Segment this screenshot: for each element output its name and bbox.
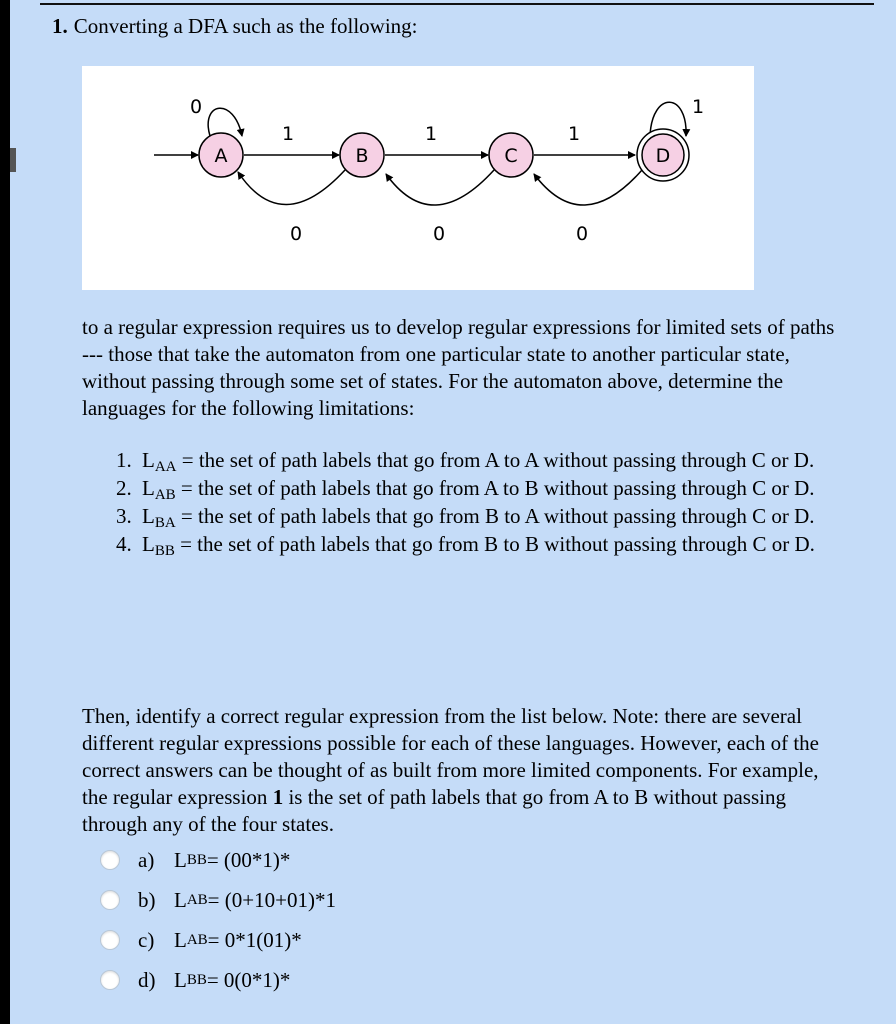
forward-label-cd: 1 — [567, 123, 581, 145]
dfa-diagram — [82, 66, 754, 290]
limitation-text: = the set of path labels that go from A to A without passing through C or D. — [176, 448, 815, 472]
back-label-ba: 0 — [289, 223, 303, 245]
instructions-paragraph — [82, 703, 842, 838]
back-label-cb: 0 — [432, 223, 446, 245]
language-subscript: AA — [154, 459, 177, 475]
limitation-text: = the set of path labels that go from B to A without passing through C or D. — [175, 504, 815, 528]
edge-c-b — [386, 170, 494, 205]
item-number: 3. — [116, 504, 132, 528]
radio-button[interactable] — [100, 890, 120, 910]
option-expression: = 0*1(01)* — [207, 927, 302, 952]
language-symbol: L — [142, 504, 155, 528]
option-letter: c) — [138, 927, 155, 952]
option-a[interactable]: a) L BB = (00*1)* — [100, 840, 336, 880]
radio-button[interactable] — [100, 970, 120, 990]
state-label-b: B — [355, 145, 369, 167]
language-symbol: L — [142, 532, 155, 556]
option-expression: = (00*1)* — [206, 847, 291, 872]
option-expression: = 0(0*1)* — [206, 967, 291, 992]
limitation-item — [116, 501, 846, 531]
top-rule — [40, 3, 874, 5]
option-symbol: L — [174, 967, 187, 992]
item-number: 2. — [116, 476, 132, 500]
edge-b-a — [238, 170, 345, 205]
option-b[interactable]: b) L AB = (0+10+01)*1 — [100, 880, 336, 920]
limitations-list — [116, 445, 846, 557]
language-subscript: BA — [154, 515, 176, 531]
question-number: 1. — [52, 14, 68, 38]
option-letter: d) — [138, 967, 156, 992]
item-number: 1. — [116, 448, 132, 472]
forward-label-ab: 1 — [281, 123, 295, 145]
option-letter: b) — [138, 887, 156, 912]
option-c[interactable]: c) L AB = 0*1(01)* — [100, 920, 336, 960]
language-subscript: BB — [154, 543, 175, 559]
limitation-text: = the set of path labels that go from B to B without passing through C or D. — [174, 532, 815, 556]
question-heading — [52, 14, 418, 39]
option-letter: a) — [138, 847, 155, 872]
limitation-item — [116, 529, 846, 559]
loop-label-a: 0 — [189, 96, 203, 118]
radio-button[interactable] — [100, 930, 120, 950]
state-label-a: A — [214, 145, 228, 167]
instructions-bold: 1 — [272, 785, 284, 809]
option-symbol: L — [174, 887, 187, 912]
language-symbol: L — [142, 476, 155, 500]
radio-button[interactable] — [100, 850, 120, 870]
answer-options — [100, 840, 336, 1000]
limitation-text: = the set of path labels that go from A to B without passing through C or D. — [175, 476, 815, 500]
limitation-item — [116, 445, 846, 475]
language-symbol: L — [142, 448, 155, 472]
instructions-text-end: is the set of path labels that go from A to B without passing through any of the four states. — [82, 785, 786, 836]
edge-d-c — [534, 170, 642, 205]
question-text: Converting a DFA such as the following: — [73, 14, 418, 38]
loop-label-d: 1 — [691, 96, 705, 118]
option-expression: = (0+10+01)*1 — [207, 887, 336, 912]
instructions-text: Then, identify a correct regular expression from the list below. Note: there are several different regular expressions possible for each of these languages. However, each of the correct answers can be thought of as built from more limited components. For example, the regular expression — [82, 704, 819, 809]
intro-paragraph: to a regular expression requires us to develop regular expressions for limited sets of paths --- those that take the automaton from one particular state to another particular state, without passing through some set of states. For the automaton above, determine the languages for the following limitations: — [82, 315, 835, 420]
option-symbol: L — [174, 927, 187, 952]
dfa-svg — [82, 66, 754, 290]
state-label-d: D — [655, 145, 671, 167]
loop-a — [208, 108, 242, 136]
state-label-c: C — [504, 145, 518, 167]
side-tab — [10, 148, 16, 172]
limitation-item — [116, 473, 846, 503]
forward-label-bc: 1 — [424, 123, 438, 145]
option-d[interactable]: d) L BB = 0(0*1)* — [100, 960, 336, 1000]
question-page — [10, 0, 896, 1024]
option-symbol: L — [174, 847, 187, 872]
back-label-dc: 0 — [575, 223, 589, 245]
item-number: 4. — [116, 532, 132, 556]
language-subscript: AB — [154, 487, 176, 503]
